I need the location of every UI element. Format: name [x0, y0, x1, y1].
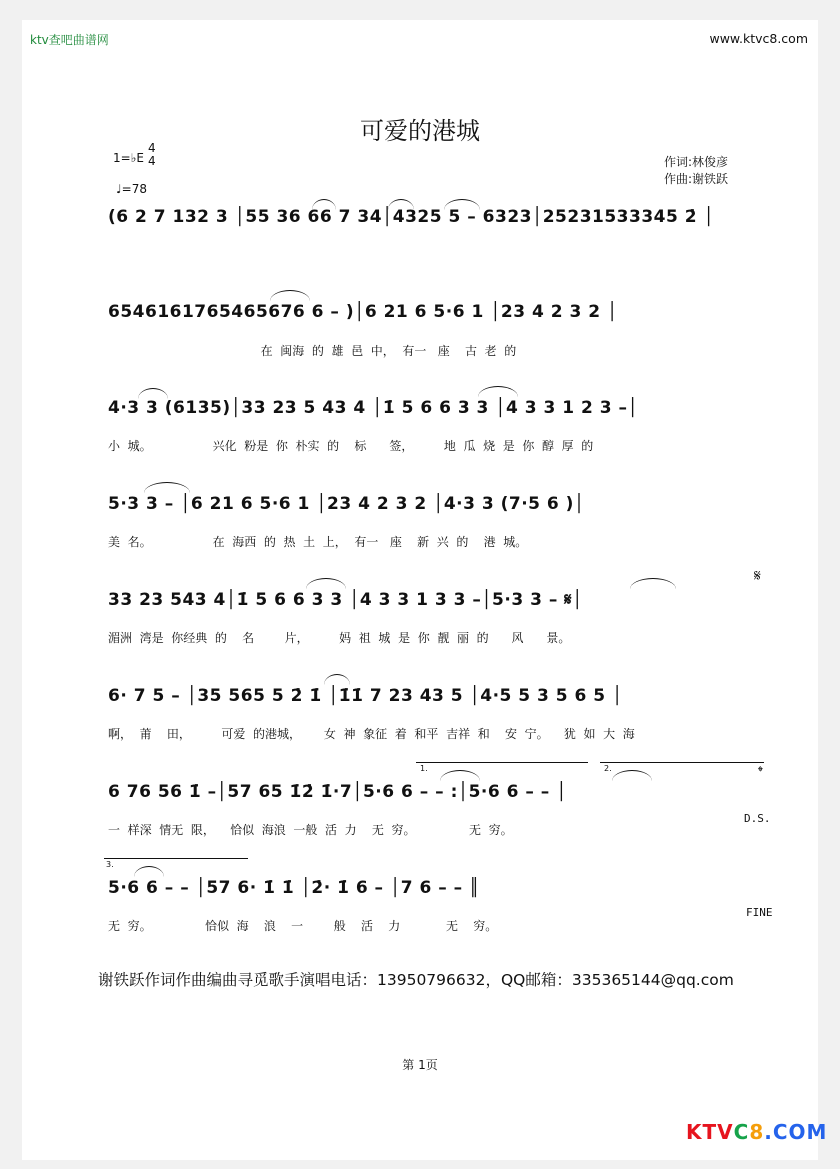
score-line-2: 6546161765465676 6 – )│6 21 6 5·6 1 │23 4 2 3 2 │	[108, 302, 618, 322]
time-signature	[148, 142, 156, 168]
score-line-8: 5·6 6 – – │57 6· 1̇ 1̇ │2̇· 1̇ 6 – │7 6 – – ║	[108, 878, 480, 898]
score-line-4: 5·3 3 – │6 21 6 5·6 1 │23 4 2 3 2 │4·3 3 (7·5 6 )│	[108, 494, 585, 514]
score-line-6: 6· 7 5 – │35 565 5 2̇ 1̇ │1̇1̇ 7 23 43 5 │4·5 5 3 5 6 5 │	[108, 686, 623, 706]
right-watermark-strip	[820, 0, 840, 1169]
logo-part-8: 8	[749, 1120, 765, 1144]
logo-part-com: .COM	[764, 1120, 828, 1144]
score-line-5: 33 23 543 4│1̇ 5 6 6 3 3 │4 3 3 1 3 3 –│5·3 3 – 𝄋│	[108, 590, 583, 610]
contact-info: 谢铁跃作词作曲编曲寻觅歌手演唱电话：13950796632，QQ邮箱：335365144@qq.com	[98, 971, 734, 989]
time-signature-top: 4	[148, 141, 156, 155]
volta-label-3: 3.	[106, 860, 114, 869]
site-url-link[interactable]: www.ktvc8.com	[709, 31, 808, 46]
tempo-marking: ♩=78	[116, 182, 147, 196]
score-line-1: (6 2 7 132 3 │55 36 66 7 34│4325 5 – 6323│25231533345 2̇ │	[108, 207, 715, 227]
ds-marking: D.S.	[744, 812, 771, 825]
coda-sign: 𝄌	[758, 764, 763, 780]
lyricist-credit: 作词:林俊彦	[664, 155, 729, 169]
volta-bracket-2	[600, 762, 764, 763]
lyrics-line-4: 美 名。 在 海西 的 热 土 上， 有一 座 新 兴 的 港 城。	[108, 535, 528, 549]
site-logo	[686, 1120, 827, 1144]
volta-bracket-1	[416, 762, 588, 763]
volta-bracket-3	[104, 858, 248, 859]
time-signature-bottom: 4	[148, 154, 156, 168]
logo-part-ktv: KTV	[686, 1120, 734, 1144]
score-line-7: 6 76 56 1̇ –│57 65 1̇2̇ 1̇·7│5·6 6 – – :│5·6 6 – – │	[108, 782, 567, 802]
lyrics-line-7: 一 样深 情无 限， 恰似 海浪 一般 活 力 无 穷。 无 穷。	[108, 823, 513, 837]
lyrics-line-5: 湄洲 湾是 你经典 的 名 片， 妈 祖 城 是 你 靓 丽 的 风 景。	[108, 631, 571, 645]
left-watermark-strip	[0, 0, 20, 1169]
score-line-3: 4·3 3 (6135)│33 23 5 43 4 │1̇ 5 6 6 3 3 │4 3 3 1 2 3 –│	[108, 398, 639, 418]
site-name-link[interactable]: ktv查吧曲谱网	[30, 33, 109, 47]
key-signature: 1=♭E	[113, 151, 144, 165]
lyrics-line-8: 无 穷。 恰似 海 浪 一 般 活 力 无 穷。	[108, 919, 498, 933]
fine-marking: FINE	[746, 906, 773, 919]
song-title: 可爱的港城	[360, 117, 480, 145]
logo-part-c: C	[733, 1120, 750, 1144]
volta-label-1: 1.	[420, 764, 428, 773]
lyrics-line-2: 在 闽海 的 雄 邑 中， 有一 座 古 老 的	[108, 344, 517, 358]
volta-label-2: 2.	[604, 764, 612, 773]
page-number: 第 1页	[402, 1058, 438, 1072]
lyrics-line-3: 小 城。 兴化 粉是 你 朴实 的 标 签， 地 瓜 烧 是 你 醇 厚 的	[108, 439, 594, 453]
composer-credit: 作曲:谢铁跃	[664, 172, 729, 186]
segno-sign: 𝄋	[754, 566, 761, 585]
lyrics-line-6: 啊， 莆 田， 可爱 的港城， 女 神 象征 着 和平 吉祥 和 安 宁。 犹 如 大 海	[108, 727, 635, 741]
